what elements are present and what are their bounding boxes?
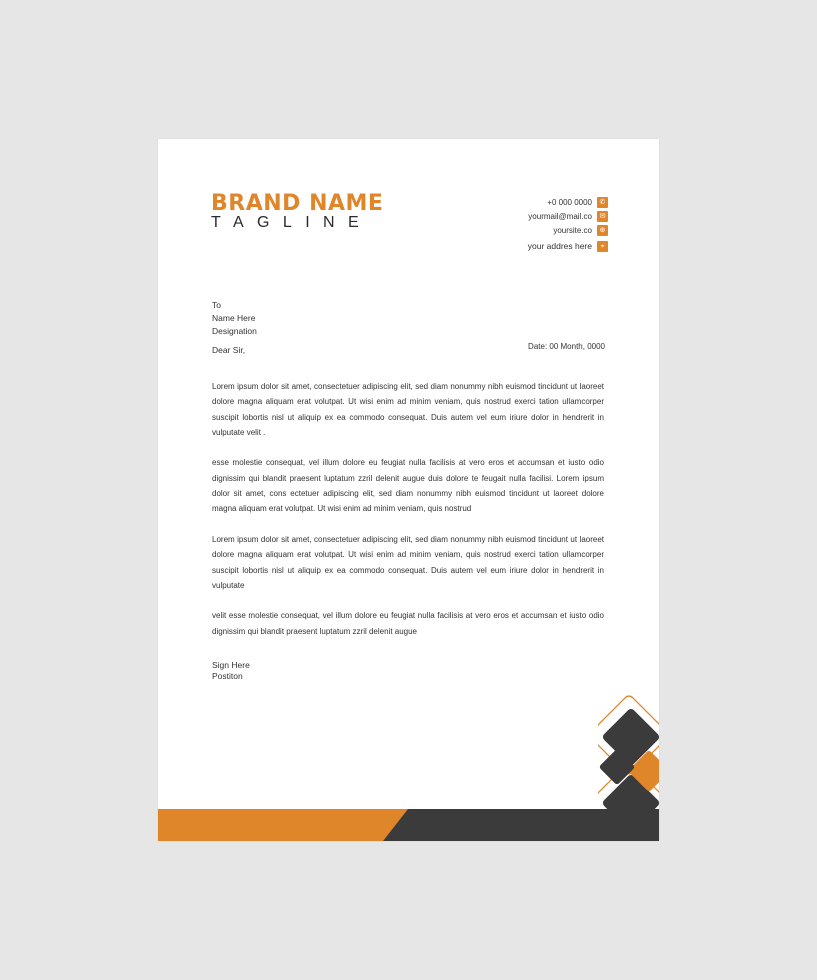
mail-icon: ✉: [597, 211, 608, 222]
contact-address: [528, 240, 608, 252]
signature-block: [212, 660, 250, 682]
recipient-designation: Designation: [212, 326, 257, 336]
recipient-name: Name Here: [212, 313, 256, 323]
recipient-block: [212, 299, 257, 338]
contact-block: [528, 196, 608, 254]
phone-icon: ✆: [597, 197, 608, 208]
brand-tagline: TAGLINE: [211, 214, 373, 231]
contact-email: [528, 210, 608, 222]
contact-email-text: yourmail@mail.co: [528, 211, 592, 221]
contact-phone-text: +0 000 0000: [547, 197, 592, 207]
recipient-to: To: [212, 300, 221, 310]
salutation: Dear Sir,: [212, 345, 246, 355]
contact-website-text: yoursite.co: [553, 225, 592, 235]
letterhead-page: [158, 139, 659, 841]
contact-phone: [528, 196, 608, 208]
body-paragraph: Lorem ipsum dolor sit amet, consectetuer adipiscing elit, sed diam nonummy nibh euismod tincidunt ut laoreet dolore magna aliquam erat volutpat. Ut wisi enim ad minim veniam, quis nostrud exerci tation ullamcorper suscipit lobortis nisl ut aliquip ex ea commodo consequat. Duis autem vel eum iriure dolor in hendrerit in vulputate: [212, 534, 604, 590]
brand-name: BRAND NAME: [211, 191, 384, 216]
signature-name: Sign Here: [212, 660, 250, 670]
body-paragraph: velit esse molestie consequat, vel illum dolore eu feugiat nulla facilisis at vero eros et accumsan et iusto odio dignissim qui blandit praesent luptatum zzril delenit augue: [212, 611, 604, 636]
letter-body: [212, 379, 604, 654]
globe-icon: ⊕: [597, 225, 608, 236]
body-paragraph: Lorem ipsum dolor sit amet, consectetuer adipiscing elit, sed diam nonummy nibh euismod tincidunt ut laoreet dolore magna aliquam erat volutpat. Ut wisi enim ad minim veniam, quis nostrud exerci tation ullamcorper suscipit lobortis nisl ut aliquip ex ea commodo consequat. Duis autem vel eum iriure dolor in hendrerit in vulputate velit .: [212, 382, 604, 437]
signature-position: Postiton: [212, 671, 243, 681]
body-paragraph: esse molestie consequat, vel illum dolore eu feugiat nulla facilisis at vero eros et accumsan et iusto odio dignissim qui blandit praesent luptatum zzril delenit augue duis dolore te feugait nulla facilisi. Lorem ipsum dolor sit amet, cons ectetuer adipiscing elit, sed diam nonummy nibh euismod tincidunt ut laoreet dolore magna aliquam erat volutpat. Ut wisi enim ad minim veniam, quis nostrud: [212, 458, 604, 514]
contact-website: [528, 224, 608, 236]
contact-address-text: your addres here: [527, 241, 592, 251]
letter-date: Date: 00 Month, 0000: [528, 342, 605, 351]
footer-orange-band: [158, 809, 408, 841]
location-pin-icon: ⌖: [597, 241, 608, 252]
